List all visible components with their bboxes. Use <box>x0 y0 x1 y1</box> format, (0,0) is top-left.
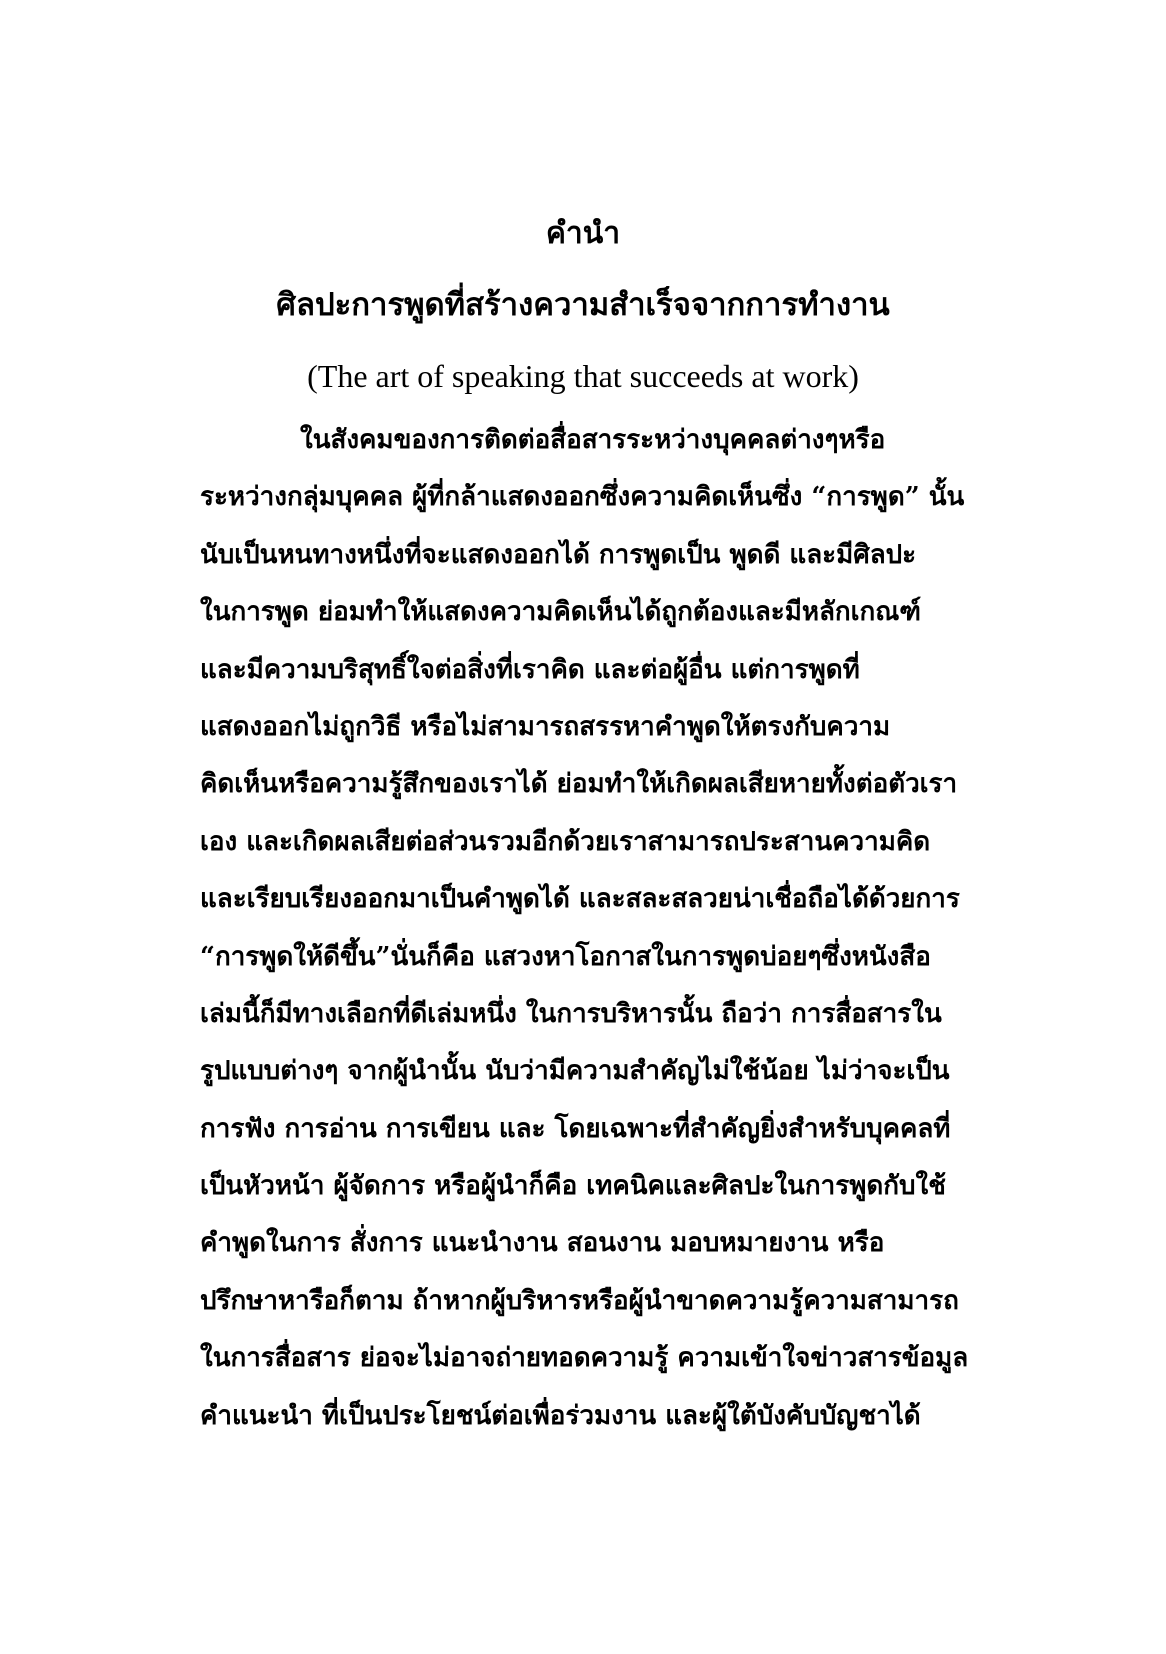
body-line: เล่มนี้ก็มีทางเลือกที่ดีเล่มหนึ่ง ในการบริหารนั้น ถือว่า การสื่อสารใน <box>200 998 942 1029</box>
body-paragraph <box>200 412 980 1445</box>
document-subtitle: (The art of speaking that succeeds at work) <box>307 358 859 394</box>
body-line: รูปแบบต่างๆ จากผู้นำนั้น นับว่ามีความสำคัญไม่ใช้น้อย ไม่ว่าจะเป็น <box>200 1056 950 1087</box>
body-line: แสดงออกไม่ถูกวิธี หรือไม่สามารถสรรหาคำพูดให้ตรงกับความ <box>200 711 891 742</box>
body-line: ระหว่างกลุ่มบุคคล ผู้ที่กล้าแสดงออกซึ่งความคิดเห็นซึ่ง “การพูด” นั้น <box>200 482 965 513</box>
body-line: ในการพูด ย่อมทำให้แสดงความคิดเห็นได้ถูกต้องและมีหลักเกณฑ์ <box>200 597 922 628</box>
body-line: คำแนะนำ ที่เป็นประโยชน์ต่อเพื่อร่วมงาน และผู้ใต้บังคับบัญชาได้ <box>200 1400 921 1431</box>
body-line: เป็นหัวหน้า ผู้จัดการ หรือผู้นำก็คือ เทคนิคและศิลปะในการพูดกับใช้ <box>200 1171 946 1202</box>
body-line: คำพูดในการ สั่งการ แนะนำงาน สอนงาน มอบหมายงาน หรือ <box>200 1228 885 1259</box>
body-line: “การพูดให้ดีขึ้น”นั่นก็คือ แสวงหาโอกาสในการพูดบ่อยๆซึ่งหนังสือ <box>200 941 931 972</box>
body-line: นับเป็นหนทางหนึ่งที่จะแสดงออกได้ การพูดเป็น พูดดี และมีศิลปะ <box>200 539 917 570</box>
preface-heading: คำนำ <box>545 216 621 251</box>
body-line: ในการสื่อสาร ย่อจะไม่อาจถ่ายทอดความรู้ ความเข้าใจข่าวสารข้อมูล <box>200 1343 969 1374</box>
document-title: ศิลปะการพูดที่สร้างความสำเร็จจากการทำงาน <box>276 287 890 323</box>
body-line: ในสังคมของการติดต่อสื่อสารระหว่างบุคคลต่างๆหรือ <box>300 425 886 455</box>
body-line: และเรียบเรียงออกมาเป็นคำพูดได้ และสละสลวยน่าเชื่อถือได้ด้วยการ <box>200 884 960 915</box>
body-line: การฟัง การอ่าน การเขียน และ โดยเฉพาะที่สำคัญยิ่งสำหรับบุคคลที่ <box>200 1113 951 1144</box>
body-line: คิดเห็นหรือความรู้สึกของเราได้ ย่อมทำให้เกิดผลเสียหายทั้งต่อตัวเรา <box>200 769 958 800</box>
body-line: ปรึกษาหารือก็ตาม ถ้าหากผู้บริหารหรือผู้นำขาดความรู้ความสามารถ <box>200 1285 959 1316</box>
body-line: และมีความบริสุทธิ์ใจต่อสิ่งที่เราคิด และต่อผู้อื่น แต่การพูดที่ <box>200 654 860 685</box>
body-line: เอง และเกิดผลเสียต่อส่วนรวมอีกด้วยเราสามารถประสานความคิด <box>200 826 931 857</box>
